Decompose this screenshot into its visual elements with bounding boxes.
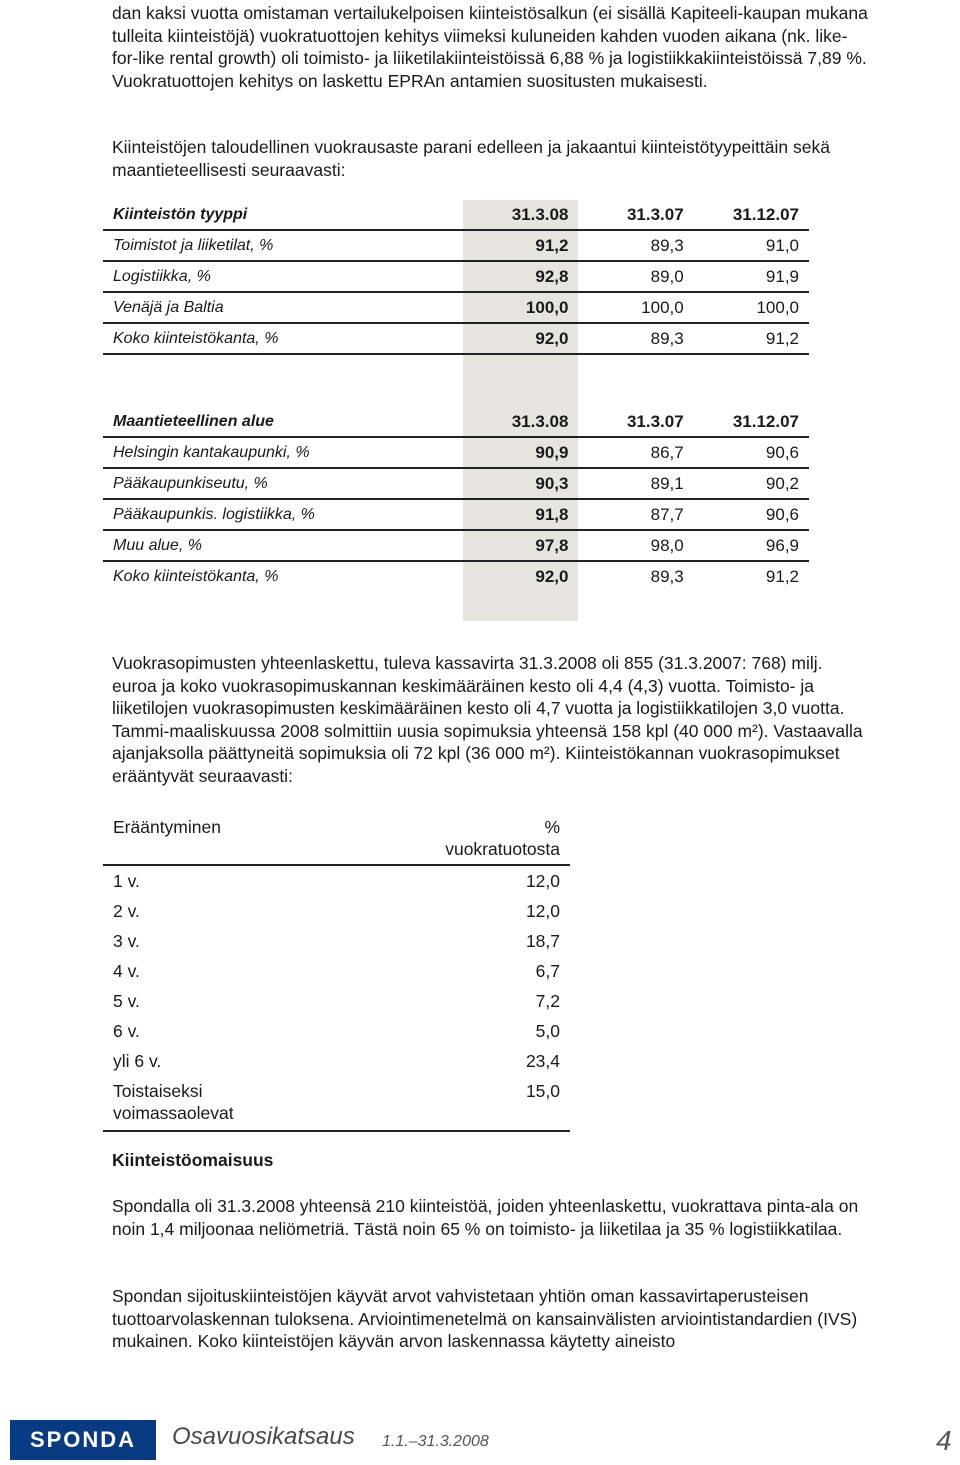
occupancy-intro: Kiinteistöjen taloudellinen vuokrausaste parani edelleen ja jakaantui kiinteistötyypeittäin sekä maantieteellisesti seuraavasti: — [112, 137, 830, 180]
lease-paragraph: Vuokrasopimusten yhteenlaskettu, tuleva kassavirta 31.3.2008 oli 855 (31.3.2007: 768) milj. euroa ja koko vuokrasopimuskannan keskimääräinen kesto oli 4,4 (4,3) vuotta. Toimisto- ja liiketilojen vuokrasopimusten keskimääräinen kesto oli 4,7 vuotta ja logistiikkatilojen 3,0 vuotta. Tammi-maaliskuussa 2008 solmittiin uusia sopimuksia yhteensä 158 kpl (40 000 m²). Vastaavalla ajanjaksolla päättyneitä sopimuksia oli 72 kpl (36 000 m²). Kiinteistökannan vuokrasopimukset erääntyvät seuraavasti: — [112, 653, 863, 786]
property-heading: Kiinteistöomaisuus — [112, 1150, 274, 1170]
maturity-label: 6 v. — [113, 1021, 140, 1041]
table-row — [103, 986, 570, 1016]
row-label: Muu alue, % — [103, 530, 463, 561]
row-value-year: 91,0 — [694, 230, 809, 261]
maturity-label: Toistaiseksi voimassaolevat — [103, 1076, 435, 1131]
maturity-label: 3 v. — [113, 931, 140, 951]
row-label: Logistiikka, % — [103, 261, 463, 292]
date-col-2: 31.3.07 — [578, 407, 693, 437]
maturity-header-row — [103, 812, 570, 865]
row-value-prev: 100,0 — [578, 292, 693, 323]
occupancy-table — [103, 200, 809, 621]
row-value-current: 91,2 — [463, 230, 578, 261]
maturity-value: 6,7 — [535, 961, 560, 981]
report-name: Osavuosikatsaus — [172, 1423, 355, 1450]
table-row — [103, 230, 809, 261]
maturity-label: 2 v. — [113, 901, 140, 921]
date-col-3: 31.12.07 — [694, 407, 809, 437]
table-row — [103, 323, 809, 354]
page-footer — [0, 1405, 960, 1465]
maturity-value: 12,0 — [525, 901, 560, 921]
row-value-current: 92,0 — [463, 323, 578, 354]
table-row — [103, 499, 809, 530]
table-row — [103, 561, 809, 591]
row-value-current: 90,9 — [463, 437, 578, 468]
table-row — [103, 896, 570, 926]
maturity-label: 5 v. — [113, 991, 140, 1011]
row-value-year: 90,6 — [694, 437, 809, 468]
maturity-label: yli 6 v. — [113, 1051, 162, 1071]
maturity-col1-header: Erääntyminen — [103, 812, 435, 865]
row-value-prev: 98,0 — [578, 530, 693, 561]
maturity-value: 12,0 — [525, 871, 560, 891]
row-value-prev: 89,1 — [578, 468, 693, 499]
maturity-label: 4 v. — [113, 961, 140, 981]
row-value-year: 91,2 — [765, 566, 799, 586]
maturity-value: 23,4 — [525, 1051, 560, 1071]
row-value-year: 91,2 — [694, 323, 809, 354]
table-row — [103, 437, 809, 468]
row-value-prev: 86,7 — [578, 437, 693, 468]
row-label: Koko kiinteistökanta, % — [113, 567, 279, 585]
table-row — [103, 1076, 570, 1131]
row-value-prev: 87,7 — [578, 499, 693, 530]
table-spacer — [103, 591, 809, 621]
report-period: 1.1.–31.3.2008 — [382, 1433, 489, 1450]
row-value-prev: 89,0 — [578, 261, 693, 292]
valuation-paragraph: Spondan sijoituskiinteistöjen käyvät arvot vahvistetaan yhtiön oman kassavirtaperusteisen tuottoarvolaskennan tuloksena. Arviointimenetelmä on kansainvälisten arviointistandardien (IVS) mukainen. Koko kiinteistöjen käyvän arvon laskennassa käytetty aineisto — [112, 1286, 858, 1351]
geo-header-label: Maantieteellinen alue — [103, 407, 463, 437]
date-col-1: 31.3.08 — [463, 407, 578, 437]
maturity-label: 1 v. — [113, 871, 140, 891]
row-value-year: 90,6 — [694, 499, 809, 530]
row-label: Toimistot ja liiketilat, % — [103, 230, 463, 261]
row-value-prev: 89,3 — [578, 323, 693, 354]
row-value-current: 92,0 — [463, 561, 578, 591]
maturity-table — [103, 812, 570, 1132]
table-row — [103, 1046, 570, 1076]
page-number: 4 — [936, 1425, 952, 1456]
row-value-current: 97,8 — [463, 530, 578, 561]
sponda-logo: SPONDA — [10, 1420, 156, 1460]
table-row — [103, 926, 570, 956]
table-row — [103, 1016, 570, 1046]
row-value-year: 91,9 — [694, 261, 809, 292]
table-row — [103, 956, 570, 986]
row-value-year: 96,9 — [694, 530, 809, 561]
date-col-1: 31.3.08 — [463, 200, 578, 230]
row-label: Koko kiinteistökanta, % — [103, 323, 463, 354]
table-row — [103, 468, 809, 499]
row-value-current: 92,8 — [463, 261, 578, 292]
row-value-prev: 89,3 — [650, 566, 684, 586]
maturity-value: 18,7 — [525, 931, 560, 951]
row-label: Helsingin kantakaupunki, % — [103, 437, 463, 468]
intro-paragraph: dan kaksi vuotta omistaman vertailukelpoisen kiinteistösalkun (ei sisällä Kapiteeli-kaupan mukana tulleita kiinteistöjä) vuokratuottojen kehitys viimeksi kuluneiden kahden vuoden aikana (nk. like-for-like rental growth) oli toimisto- ja liiketilakiinteistöissä 6,88 % ja logistiikkakiinteistöissä 7,89 %. Vuokratuottojen kehitys on laskettu EPRAn antamien suositusten mukaisesti. — [112, 3, 868, 91]
table-row — [103, 865, 570, 896]
row-label: Pääkaupunkiseutu, % — [103, 468, 463, 499]
table-row — [103, 292, 809, 323]
row-value-current: 90,3 — [463, 468, 578, 499]
date-col-3: 31.12.07 — [694, 200, 809, 230]
table-spacer — [103, 354, 809, 407]
row-label: Venäjä ja Baltia — [103, 292, 463, 323]
row-value-prev: 89,3 — [578, 230, 693, 261]
maturity-value: 15,0 — [435, 1076, 570, 1131]
maturity-value: 5,0 — [535, 1021, 560, 1041]
type-header-label: Kiinteistön tyyppi — [103, 200, 463, 230]
type-table-header-row — [103, 200, 809, 230]
property-paragraph: Spondalla oli 31.3.2008 yhteensä 210 kiinteistöä, joiden yhteenlaskettu, vuokrattava pinta-ala on noin 1,4 miljoonaa neliömetriä. Tästä noin 65 % on toimisto- ja liiketilaa ja 35 % logistiikkatilaa. — [112, 1196, 859, 1239]
maturity-value: 7,2 — [535, 991, 560, 1011]
table-row — [103, 261, 809, 292]
geo-table-header-row — [103, 407, 809, 437]
table-row — [103, 530, 809, 561]
row-label: Pääkaupunkis. logistiikka, % — [103, 499, 463, 530]
row-value-current: 91,8 — [463, 499, 578, 530]
maturity-col2-header: % vuokratuotosta — [435, 812, 570, 865]
date-col-2: 31.3.07 — [578, 200, 693, 230]
row-value-current: 100,0 — [463, 292, 578, 323]
row-value-year: 100,0 — [694, 292, 809, 323]
row-value-year: 90,2 — [694, 468, 809, 499]
